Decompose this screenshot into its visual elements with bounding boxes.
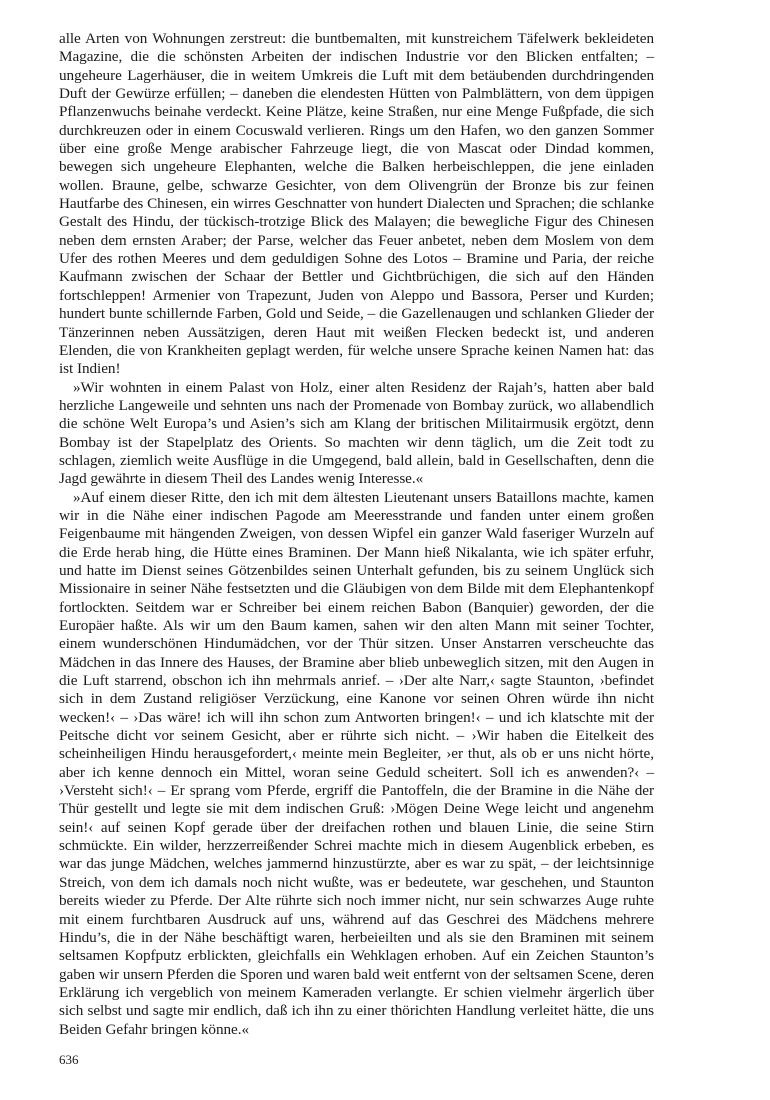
paragraph-3: »Auf einem dieser Ritte, den ich mit dem ältesten Lieutenant unsers Bataillons machte, kamen wir in die Nähe einer indischen Pagode am Meeresstrande und fanden unter einem großen Feigenbaume mit hängenden Zweigen, von dessen Wipfel ein ganzer Wald faseriger Wurzeln auf die Erde herab hing, die Hütte eines Braminen. Der Mann hieß Nikalanta, wie ich später erfuhr, und hatte im Dienst seines Götzenbildes seinen Unterhalt gefunden, bis zu seinem Unglück sich Missionaire in seiner Nähe festsetzten und die Gläubigen von dem Bilde mit dem Elephantenkopf fortlockten. Seitdem war er Schreiber bei einem reichen Babon (Banquier) geworden, der die Europäer haßte. Als wir um den Baum kamen, sahen wir den alten Mann mit seiner Tochter, einem wunderschönen Hindumädchen, vor der Thür sitzen. Unser Anstarren verscheuchte das Mädchen in das Innere des Hauses, der Bramine aber blieb unbeweglich sitzen, mit den Augen in die Luft starrend, obschon ich ihn mehrmals anrief. – ›Der alte Narr,‹ sagte Staunton, ›befindet sich in dem Zustand religiöser Verzückung, eine Kanone vor seinen Ohren würde ihn nicht wecken!‹ – ›Das wäre! ich will ihn schon zum Antworten bringen!‹ – und ich klatschte mit der Peitsche dicht vor seinem Gesicht, aber er rührte sich nicht. – ›Wir haben die Eitelkeit des scheinheiligen Hindu herausgefordert,‹ meinte mein Begleiter, ›er thut, als ob er uns nicht hörte, aber ich kenne dennoch ein Mittel, woran seine Geduld scheitert. Soll ich es anwenden?‹ – ›Versteht sich!‹ – Er sprang vom Pferde, ergriff die Pantoffeln, die der Bramine in die Nähe der Thür gestellt und legte sie mit dem indischen Gruß: ›Mögen Deine Wege leicht und angenehm sein!‹ auf seinen Kopf gerade über der dreifachen rothen und blauen Linie, die seine Stirn schmückte. Ein wilder, herzzerreißender Schrei machte mich in diesem Augenblick erbeben, es war das junge Mädchen, welches jammernd hinzustürzte, aber es war zu spät, – der leichtsinnige Streich, von dem ich damals noch nicht wußte, was er bedeutete, war geschehen, und Staunton bereits wieder zu Pferde. Der Alte rührte sich noch immer nicht, nur sein schwarzes Auge ruhte mit einem furchtbaren Ausdruck auf uns, während auf das Geschrei des Mädchens mehrere Hindu’s, die in der Nähe beschäftigt waren, herbeieilten und als sie den Braminen mit seinem seltsamen Kopfputz erblickten, gleichfalls ein Wehklagen erhoben. Auf ein Zeichen Staunton’s gaben wir unsern Pferden die Sporen und waren bald weit entfernt von der seltsamen Scene, deren Erklärung ich vergeblich von meinem Kameraden verlangte. Er schien vielmehr ärgerlich über sich selbst und sagte mir endlich, daß ich ihn zu einer thörichten Handlung verleitet hätte, die uns Beiden Gefahr bringen könne.« <box>59 488 654 1038</box>
paragraph-1: alle Arten von Wohnungen zerstreut: die buntbemalten, mit kunstreichem Täfelwerk bekleideten Magazine, die die schönsten Arbeiten der indischen Industrie vor den Blicken entfalten; – ungeheure Lagerhäuser, die in weitem Umkreis die Luft mit dem betäubenden durchdringenden Duft der Gewürze erfüllen; – daneben die elendesten Hütten von Palmblättern, von dem üppigen Pflanzenwuchs beinahe verdeckt. Keine Plätze, keine Straßen, nur eine Menge Fußpfade, die sich durchkreuzen oder in einem Cocuswald verlieren. Rings um den Hafen, wo den ganzen Sommer über eine große Menge arabischer Fahrzeuge liegt, die von Mascat oder Dindad kommen, bewegen sich ungeheure Elephanten, welche die Balken herbeischleppen, die jene einladen wollen. Braune, gelbe, schwarze Gesichter, von dem Olivengrün der Bronze bis zur feinen Hautfarbe des Chinesen, ein wirres Geschnatter von hundert Dialecten und Sprachen; die schlanke Gestalt des Hindu, der tückisch-trotzige Blick des Malayen; die bewegliche Figur des Chinesen neben dem ernsten Araber; der Parse, welcher das Feuer anbetet, neben dem Moslem von dem Ufer des rothen Meeres und dem geduldigen Sohne des Lotos – Bramine und Paria, der reiche Kaufmann zwischen der Schaar der Bettler und Gichtbrüchigen, die sich auf den Händen fortschleppen! Armenier von Trapezunt, Juden von Aleppo und Bassora, Perser und Kurden; hundert bunte schillernde Farben, Gold und Seide, – die Gazellenaugen und schlanken Glieder der Tänzerinnen neben Aussätzigen, deren Haut mit weißen Flecken bedeckt ist, und anderen Elenden, die von Krankheiten geplagt werden, für welche unsere Sprache keinen Namen hat: das ist Indien! <box>59 30 654 378</box>
page-body <box>59 30 654 1039</box>
page-number: 636 <box>59 1052 79 1067</box>
body-text <box>59 30 654 1039</box>
paragraph-2: »Wir wohnten in einem Palast von Holz, einer alten Residenz der Rajah’s, hatten aber bald herzliche Langeweile und sehnten uns nach der Promenade von Bombay zurück, wo allabendlich die schöne Welt Europa’s und Asien’s sich am Klang der britischen Militairmusik ergötzt, denn Bombay ist der Stapelplatz des Orients. So machten wir denn täglich, um die Zeit todt zu schlagen, ziemlich weite Ausflüge in die Umgegend, bald allein, bald in Gesellschaften, denn die Jagd gewährte in diesem Theil des Landes wenig Interesse.« <box>59 378 654 488</box>
